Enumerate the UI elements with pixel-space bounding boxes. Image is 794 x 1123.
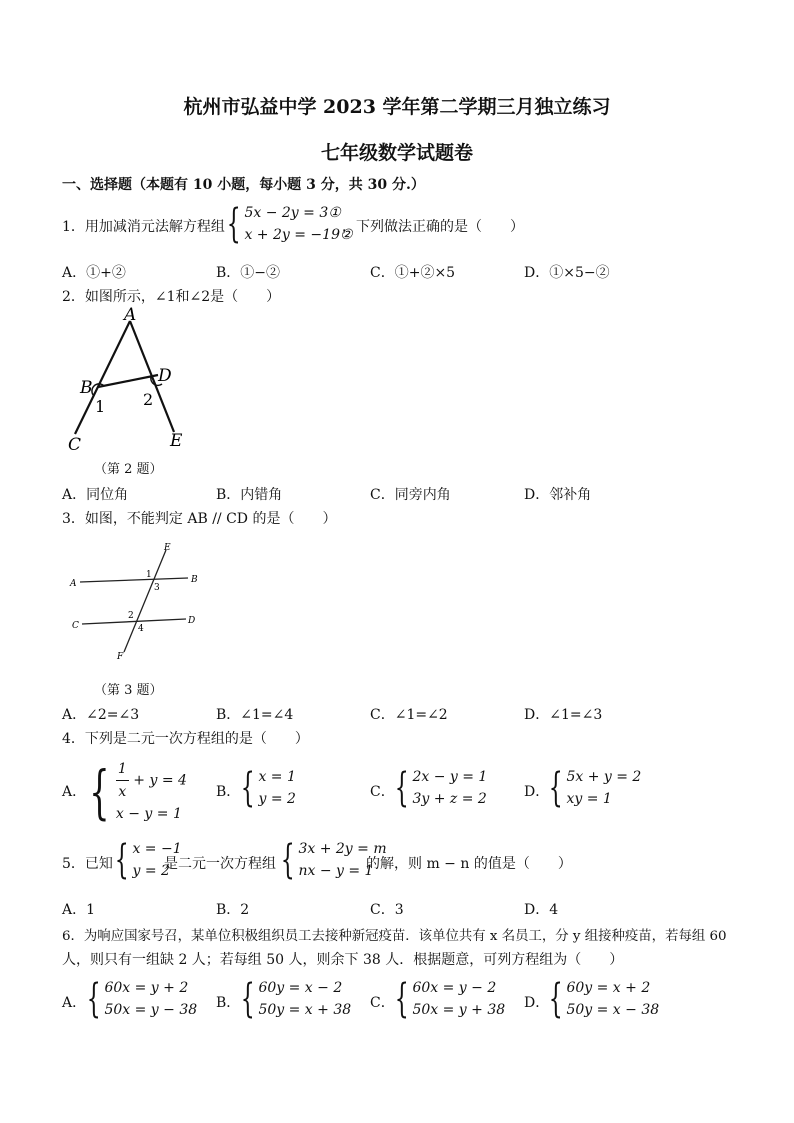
q3-label-angle1: 1 [146, 570, 152, 580]
q6-option-c-system [392, 977, 505, 1021]
q5-option-b: B．2 [216, 902, 250, 918]
q4-option-a-system [84, 758, 187, 825]
q3-label-d: D [188, 616, 196, 626]
q3-option-a: A．∠2=∠3 [62, 707, 140, 723]
q1-option-a: A．①+② [62, 265, 126, 281]
q4-a-frac-den: x [118, 784, 127, 800]
q1-prefix: 1．用加减消元法解方程组 [62, 219, 225, 235]
q4-a-brace: { [89, 757, 110, 826]
q6-d-brace: { [548, 976, 563, 1022]
q1-option-d: D．①×5−② [524, 265, 610, 281]
section-heading: 一、选择题（本题有 10 小题，每小题 3 分，共 30 分.） [62, 177, 425, 193]
q3-line-ab [80, 578, 188, 582]
q1-system [224, 202, 353, 246]
q6-option-c-label: C． [370, 995, 395, 1011]
q2-figure [62, 304, 202, 454]
q4-option-d-system [546, 766, 641, 810]
q2-label-a: A [124, 305, 137, 325]
q5-sys-brace: { [280, 837, 295, 883]
q3-option-d: D．∠1=∠3 [524, 707, 603, 723]
exam-title: 杭州市弘益中学 2023 学年第二学期三月独立练习 [183, 96, 611, 118]
q1-brace: { [226, 201, 241, 247]
q4-option-b-label: B． [216, 784, 241, 800]
q6-d-eq1: 60y = x + 2 [566, 980, 651, 996]
q2-label-e: E [170, 431, 183, 451]
q3-label-c: C [72, 621, 79, 631]
q2-label-angle1: 1 [95, 397, 106, 416]
q4-b-eq2: y = 2 [258, 791, 296, 807]
q3-label-b: B [191, 575, 198, 585]
q5-prefix: 5．已知 [62, 856, 113, 872]
q3-figure [62, 538, 212, 664]
q3-caption: （第 3 题） [94, 683, 163, 698]
q6-option-b-system [238, 977, 351, 1021]
q1-suffix: ，下列做法正确的是（ ） [342, 219, 524, 235]
q1-option-c: C．①+②×5 [370, 265, 456, 281]
q6-d-eq2: 50y = x − 38 [566, 1002, 660, 1018]
q4-a-eq2: x − y = 1 [115, 806, 182, 822]
q4-option-b-system [238, 766, 296, 810]
q3-option-b: B．∠1=∠4 [216, 707, 294, 723]
q5-sol1: x = −1 [132, 841, 182, 857]
q2-option-c: C．同旁内角 [370, 487, 451, 503]
q4-stem: 4．下列是二元一次方程组的是（ ） [62, 731, 309, 747]
q2-stem: 2．如图所示，∠1和∠2是（ ） [62, 289, 281, 305]
q5-option-a: A．1 [62, 902, 96, 918]
q4-option-c-label: C． [370, 784, 395, 800]
q4-c-brace: { [394, 765, 409, 811]
q4-option-d-label: D． [524, 784, 550, 800]
q4-a-eq1-rest: + y = 4 [133, 772, 187, 789]
q5-sol-brace: { [114, 837, 129, 883]
q4-option-a-label: A． [62, 784, 87, 800]
q5-eq2: nx − y = 1 [298, 863, 374, 879]
q4-c-eq2: 3y + z = 2 [412, 791, 487, 807]
q1-eq1: 5x − 2y = 3① [244, 205, 341, 221]
q4-c-eq1: 2x − y = 1 [412, 769, 488, 785]
q6-option-d-label: D． [524, 995, 550, 1011]
q2-label-d: D [158, 366, 172, 386]
q2-option-a: A．同位角 [62, 487, 129, 503]
q6-option-b-label: B． [216, 995, 241, 1011]
q5-option-d: D．4 [524, 902, 559, 918]
q2-option-b: B．内错角 [216, 487, 283, 503]
q5-option-c: C．3 [370, 902, 404, 918]
q6-line2: 人，则只有一组缺 2 人；若每组 50 人，则余下 38 人．根据题意，可列方程组为（ ） [62, 952, 624, 968]
q3-label-angle4: 4 [138, 624, 144, 634]
q1-option-b: B．①−② [216, 265, 281, 281]
q2-line-bd [98, 375, 158, 387]
q6-a-brace: { [86, 976, 101, 1022]
q3-stem: 3．如图，不能判定 AB // CD 的是（ ） [62, 511, 337, 527]
q6-b-eq2: 50y = x + 38 [258, 1002, 352, 1018]
q3-label-e: E [164, 543, 171, 553]
q6-option-a-system [84, 977, 197, 1021]
q6-a-eq2: 50x = y − 38 [104, 1002, 198, 1018]
q4-a-eq1 [116, 758, 187, 803]
q6-option-d-system [546, 977, 659, 1021]
q6-c-eq2: 50x = y + 38 [412, 1002, 506, 1018]
q2-label-b: B [80, 378, 93, 398]
q3-label-f: F [117, 652, 124, 662]
q6-option-a-label: A． [62, 995, 87, 1011]
q6-a-eq1: 60x = y + 2 [104, 980, 189, 996]
q5-sol2: y = 2 [132, 863, 170, 879]
exam-subtitle: 七年级数学试题卷 [320, 142, 473, 164]
q1-eq2: x + 2y = −19② [244, 227, 353, 243]
q3-label-angle3: 3 [154, 583, 160, 593]
q3-line-cd [82, 619, 186, 624]
q3-line-ef [124, 550, 166, 652]
q2-label-angle2: 2 [143, 390, 154, 409]
q2-option-d: D．邻补角 [524, 487, 592, 503]
q3-label-angle2: 2 [128, 611, 134, 621]
q4-b-eq1: x = 1 [258, 769, 296, 785]
q3-label-a: A [70, 579, 77, 589]
q4-option-c-system [392, 766, 487, 810]
q4-a-frac-num: 1 [116, 758, 129, 781]
q2-caption: （第 2 题） [94, 462, 163, 477]
q4-d-brace: { [548, 765, 563, 811]
q6-c-eq1: 60x = y − 2 [412, 980, 497, 996]
q5-suffix: 的解，则 m − n 的值是（ ） [366, 856, 572, 872]
q6-b-brace: { [240, 976, 255, 1022]
q2-label-c: C [68, 435, 82, 454]
q4-b-brace: { [240, 765, 255, 811]
q4-d-eq1: 5x + y = 2 [566, 769, 642, 785]
q5-eq1: 3x + 2y = m [298, 841, 387, 857]
q5-middle: 是二元一次方程组 [164, 856, 276, 872]
q4-d-eq2: xy = 1 [566, 791, 612, 807]
q3-option-c: C．∠1=∠2 [370, 707, 448, 723]
q6-line1: 6．为响应国家号召，某单位积极组织员工去接种新冠疫苗．该单位共有 x 名员工，分 y 组接种疫苗，若每组 60 [62, 929, 727, 944]
q6-b-eq1: 60y = x − 2 [258, 980, 343, 996]
q6-c-brace: { [394, 976, 409, 1022]
